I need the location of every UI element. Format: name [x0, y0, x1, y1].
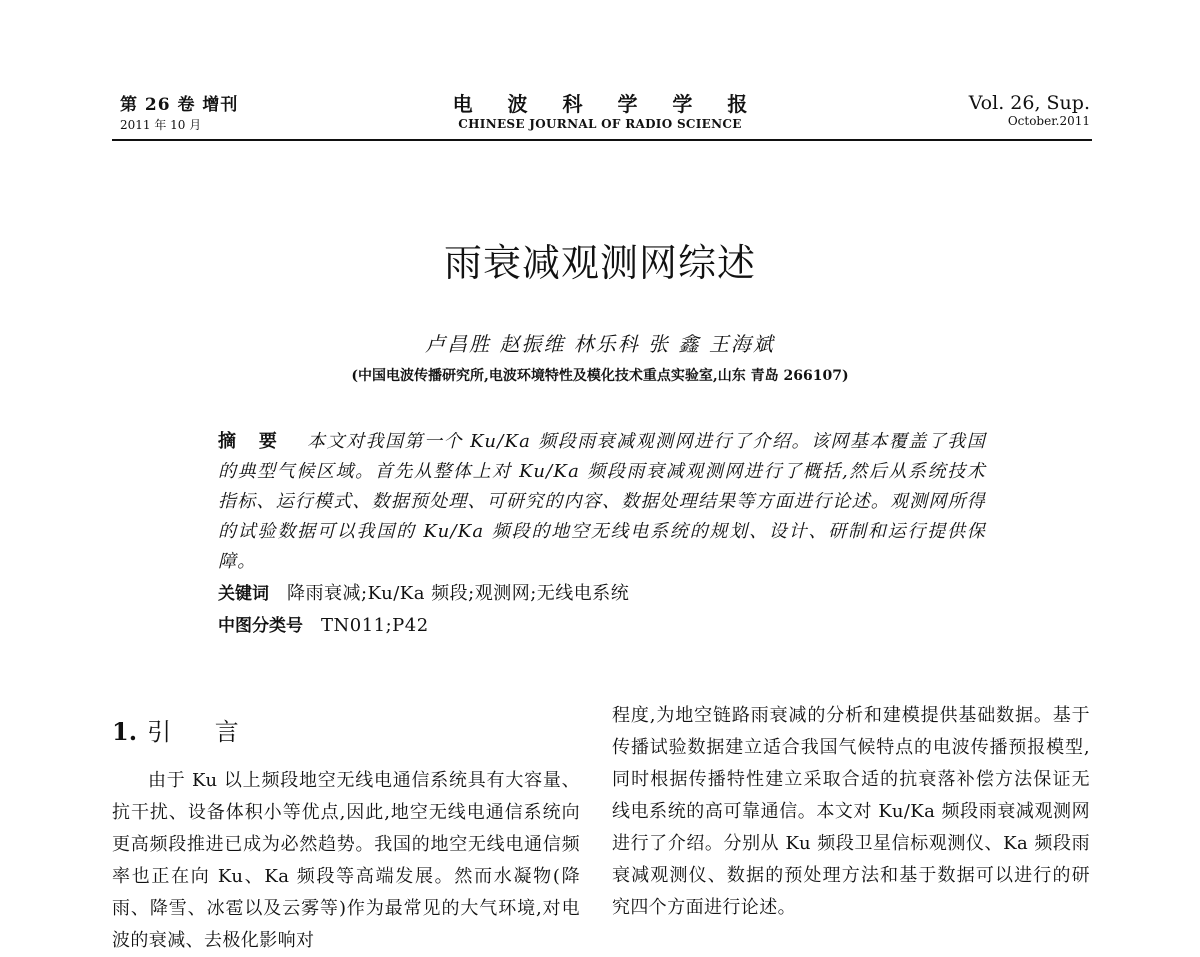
right-column	[612, 700, 1090, 924]
date-en: October.2011	[1007, 114, 1090, 128]
abstract-block	[218, 427, 986, 641]
keywords-line	[218, 579, 986, 609]
intro-paragraph: 由于 Ku 以上频段地空无线电通信系统具有大容量、抗干扰、设备体积小等优点,因此,地空无线电通信系统向更高频段推进已成为必然趋势。我国的地空无线电通信频率也正在向 Ku、Ka 频段等高端发展。然而水凝物(降雨、降雪、冰雹以及云雾等)作为最常见的大气环境,对电波的衰减、去极化影响对	[112, 770, 580, 951]
volume-en: Vol. 26, Sup.	[968, 92, 1090, 114]
section-name: 引 言	[147, 718, 257, 746]
abstract-label: 摘 要	[218, 431, 286, 452]
paper-title: 雨衰减观测网综述	[443, 241, 756, 285]
clc-number: TN011;P42	[321, 615, 429, 636]
authors: 卢昌胜 赵振维 林乐科 张 鑫 王海斌	[425, 332, 775, 356]
affiliation: (中国电波传播研究所,电波环境特性及模化技术重点实验室,山东 青岛 266107)	[351, 368, 849, 384]
header-right	[969, 92, 1090, 128]
keywords: 降雨衰减;Ku/Ka 频段;观测网;无线电系统	[287, 583, 630, 604]
section-heading	[112, 712, 580, 747]
abstract-text: 本文对我国第一个 Ku/Ka 频段雨衰减观测网进行了介绍。该网基本覆盖了我国的典型气候区域。首先从整体上对 Ku/Ka 频段雨衰减观测网进行了概括,然后从系统技术指标、运行模式、数据预处理、可研究的内容、数据处理结果等方面进行论述。观测网所得的试验数据可以我国的 Ku/Ka 频段的地空无线电系统的规划、设计、研制和运行提供保障。	[218, 431, 986, 572]
clc-label: 中图分类号	[218, 616, 303, 636]
journal-name-en: CHINESE JOURNAL OF RADIO SCIENCE	[458, 117, 742, 131]
journal-name-cn: 电 波 科 学 学 报	[452, 92, 762, 116]
date-line: 2011 年 10 月	[120, 118, 202, 132]
clc-line	[218, 611, 986, 641]
volume-line: 第 26 卷 增刊	[120, 95, 239, 115]
section-number: 1.	[112, 717, 138, 746]
right-paragraph: 程度,为地空链路雨衰减的分析和建模提供基础数据。基于传播试验数据建立适合我国气候特点的电波传播预报模型,同时根据传播特性建立采取合适的抗衰落补偿方法保证无线电系统的高可靠通信。本文对 Ku/Ka 频段雨衰减观测网进行了介绍。分别从 Ku 频段卫星信标观测仪、Ka 频段雨衰减观测仪、数据的预处理方法和基于数据可以进行的研究四个方面进行论述。	[612, 705, 1090, 918]
keywords-label: 关键词	[218, 584, 269, 604]
header-rule	[112, 139, 1092, 141]
abstract-text-block	[218, 427, 986, 577]
left-column	[112, 712, 580, 957]
